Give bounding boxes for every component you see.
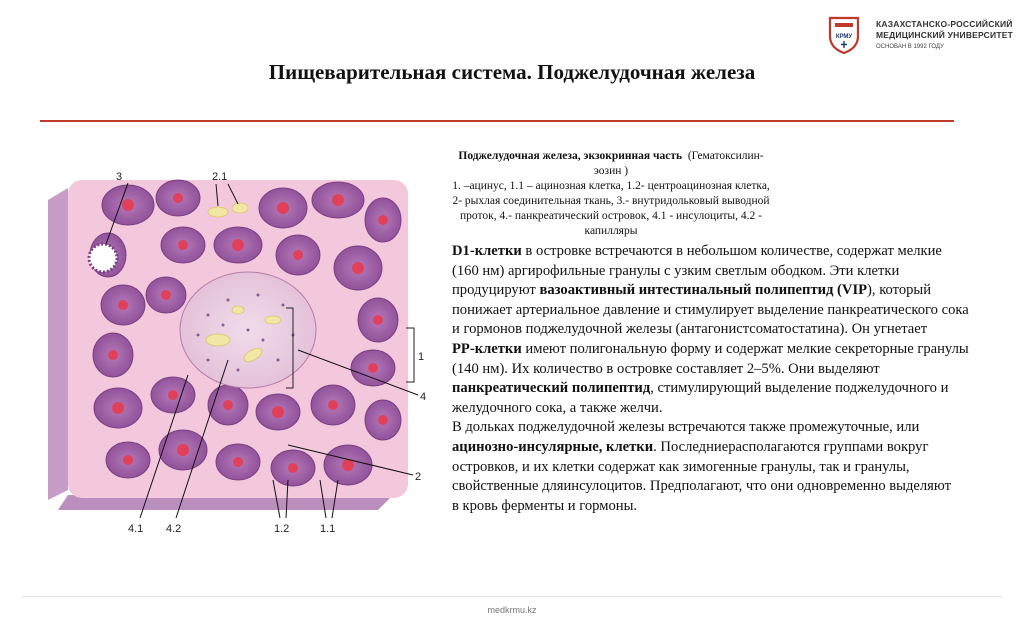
body-text xyxy=(452,242,972,516)
pancreatic-islet xyxy=(180,272,316,388)
label-2-1: 2.1 xyxy=(212,171,228,183)
label-3: 3 xyxy=(116,171,123,183)
slide-title: Пищеварительная система. Поджелудочная железа xyxy=(268,60,756,84)
label-4: 4 xyxy=(420,391,427,403)
label-1-1: 1.1 xyxy=(320,523,336,535)
paragraph-d1-cells: D1-клетки в островке встречаются в небольшом количестве, содержат мелкие (160 нм) аргирофильные гранулы с узким светлым ободком. Эти клетки продуцируют вазоактивный интестинальный полипептид (VIP), который понижает артериальное давление и стимулирует выделение панкреатического сока и гормонов поджелудочной железы (антагонистсоматостатина). Он угнетает xyxy=(452,243,969,338)
histology-figure xyxy=(48,150,438,540)
footer-site: medkrmu.kz xyxy=(487,605,537,615)
university-logo xyxy=(826,14,1016,54)
label-1-2: 1.2 xyxy=(274,523,290,535)
logo-text xyxy=(876,19,1013,52)
paragraph-intermediate-cells: В дольках поджелудочной железы встречаются также промежуточные, или ацинозно-инсулярные, клетки. Последниерасполагаются группами вокруг островков, и их клетки содержат как зимогенные гранулы, так и гранулы, свойственные дляинсулоцитов. Предполагают, что они одновременно выделяют xyxy=(452,419,951,495)
logo-line-2: МЕДИЦИНСКИЙ УНИВЕРСИТЕТ xyxy=(876,30,1013,40)
label-4-1: 4.1 xyxy=(128,523,144,535)
intralobular-duct xyxy=(89,244,117,272)
footer-divider xyxy=(22,596,1002,597)
caption-stain: (Гематоксилин- эозин ) xyxy=(593,150,764,177)
label-1: 1 xyxy=(418,351,425,363)
paragraph-conclusion: в кровь ферменты и гормоны. xyxy=(452,497,638,514)
title-divider xyxy=(40,120,954,122)
caption-legend: 1. –ацинус, 1.1 – ацинозная клетка, 1.2- центроацинозная клетка, 2- рыхлая соединительная ткань, 3.- внутридольковый выводной проток, 4.- панкреатический островок, 4.1 - инсулоциты, 4.2 - капилляры xyxy=(452,180,770,237)
logo-line-3: ОСНОВАН В 1992 ГОДУ xyxy=(876,44,944,50)
figure-caption xyxy=(448,149,774,239)
logo-mark-text: КРМУ xyxy=(835,34,853,40)
label-4-2: 4.2 xyxy=(166,523,182,535)
caption-title: Поджелудочная железа, экзокринная часть xyxy=(458,150,683,162)
shield-logo-icon xyxy=(826,14,862,54)
logo-line-1: КАЗАХСТАНСКО-РОССИЙСКИЙ xyxy=(876,19,1013,29)
paragraph-pp-cells: PP-клетки имеют полигональную форму и содержат мелкие секреторные гранулы (140 нм). Их количество в островке составляет 2–5%. Они выделяют панкреатический полипептид, стимулирующий выделение поджелудочного и желудочного сока, а также желчи. xyxy=(452,340,969,416)
label-2: 2 xyxy=(415,471,422,483)
